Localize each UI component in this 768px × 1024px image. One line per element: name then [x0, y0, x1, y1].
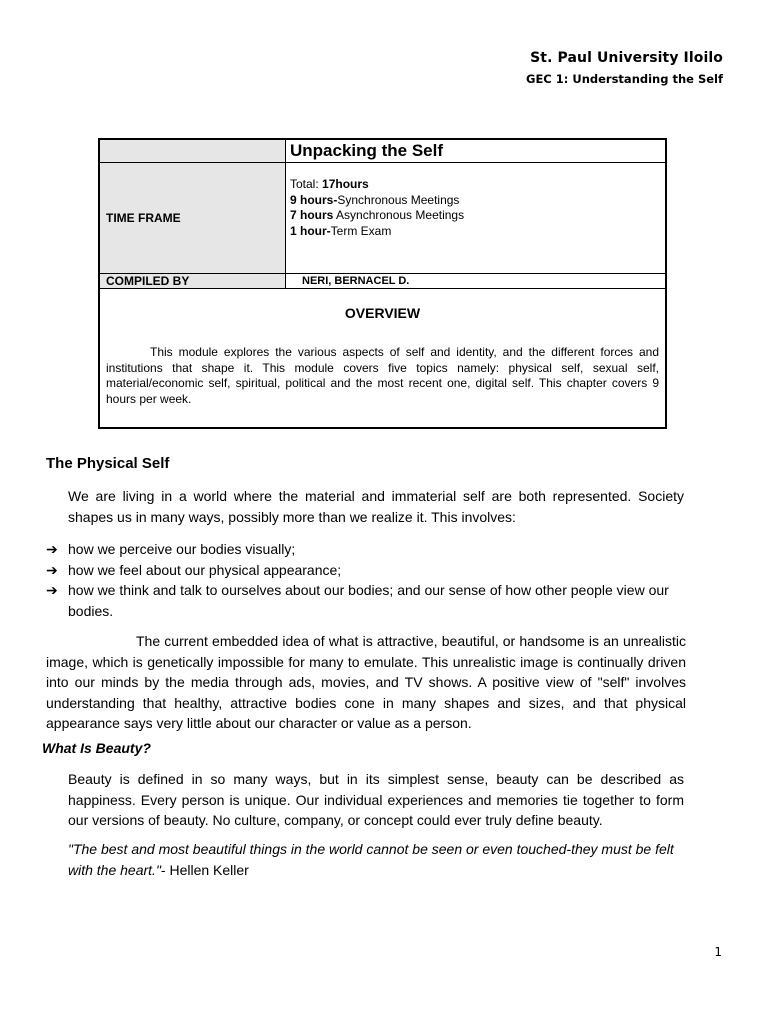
what-is-beauty-heading: What Is Beauty?: [42, 740, 151, 756]
physical-self-bullet-list: [46, 539, 686, 621]
quote-author: - Hellen Keller: [160, 861, 249, 878]
time-frame-sync: 9 hours-Synchronous Meetings: [290, 192, 460, 207]
time-frame-details: [286, 163, 667, 274]
right-arrow-icon: ➔: [46, 541, 58, 557]
quote-text: "The best and most beautiful things in the world cannot be seen or even touched-they must be felt with the heart.": [68, 841, 674, 878]
physical-self-heading: The Physical Self: [46, 455, 170, 472]
overview-title: OVERVIEW: [344, 305, 421, 321]
time-frame-total: Total: 17hours: [290, 177, 369, 191]
physical-self-paragraph: The current embedded idea of what is attractive, beautiful, or handsome is an unrealistic image, which is genetically impossible for many to emulate. This unrealistic image is continually driven into our minds by the media through ads, movies, and TV shows. A positive view of "self" involves understanding that healthy, attractive bodies cone in many shapes and sizes, and that physical appearance says very little about our character or value as a person.: [46, 633, 686, 731]
list-item: ➔ how we feel about our physical appearance;: [46, 560, 686, 581]
time-frame-async: 7 hours Asynchronous Meetings: [290, 208, 465, 222]
overview-text: This module explores the various aspects of self and identity, and the different forces and institutions that shape it. This module covers five topics namely: physical self, sexual self, material/economic self, spiritual, political and the most recent one, digital self. This chapter covers 9 hours per week.: [106, 345, 659, 406]
table-corner-cell: [99, 139, 286, 163]
beauty-quote: [68, 839, 684, 880]
university-name: St. Paul University Iloilo: [530, 50, 723, 66]
overview-section: [99, 289, 666, 429]
time-frame-label: TIME FRAME: [99, 163, 286, 274]
physical-self-intro: We are living in a world where the material and immaterial self are both represented. Society shapes us in many ways, possibly more than we realize it. This involves:: [68, 488, 684, 525]
right-arrow-icon: ➔: [46, 561, 58, 578]
page-number: 1: [714, 945, 722, 959]
document-header: [526, 50, 723, 86]
compiled-by-value: NERI, BERNACEL D.: [286, 274, 667, 289]
module-title: Unpacking the Self: [286, 139, 667, 163]
list-item: ➔ how we perceive our bodies visually;: [46, 539, 686, 560]
right-arrow-icon: ➔: [46, 582, 58, 598]
beauty-paragraph: Beauty is defined in so many ways, but in its simplest sense, beauty can be described as happiness. Every person is unique. Our individual experiences and memories tie together to form our versions of beauty. No culture, company, or concept could ever truly define beauty.: [68, 771, 684, 828]
list-item: ➔ how we think and talk to ourselves about our bodies; and our sense of how other people view our bodies.: [46, 582, 669, 619]
compiled-by-label: COMPILED BY: [99, 274, 286, 289]
module-info-table: [98, 138, 667, 429]
time-frame-exam: 1 hour-Term Exam: [290, 223, 392, 238]
course-title: GEC 1: Understanding the Self: [526, 72, 723, 86]
